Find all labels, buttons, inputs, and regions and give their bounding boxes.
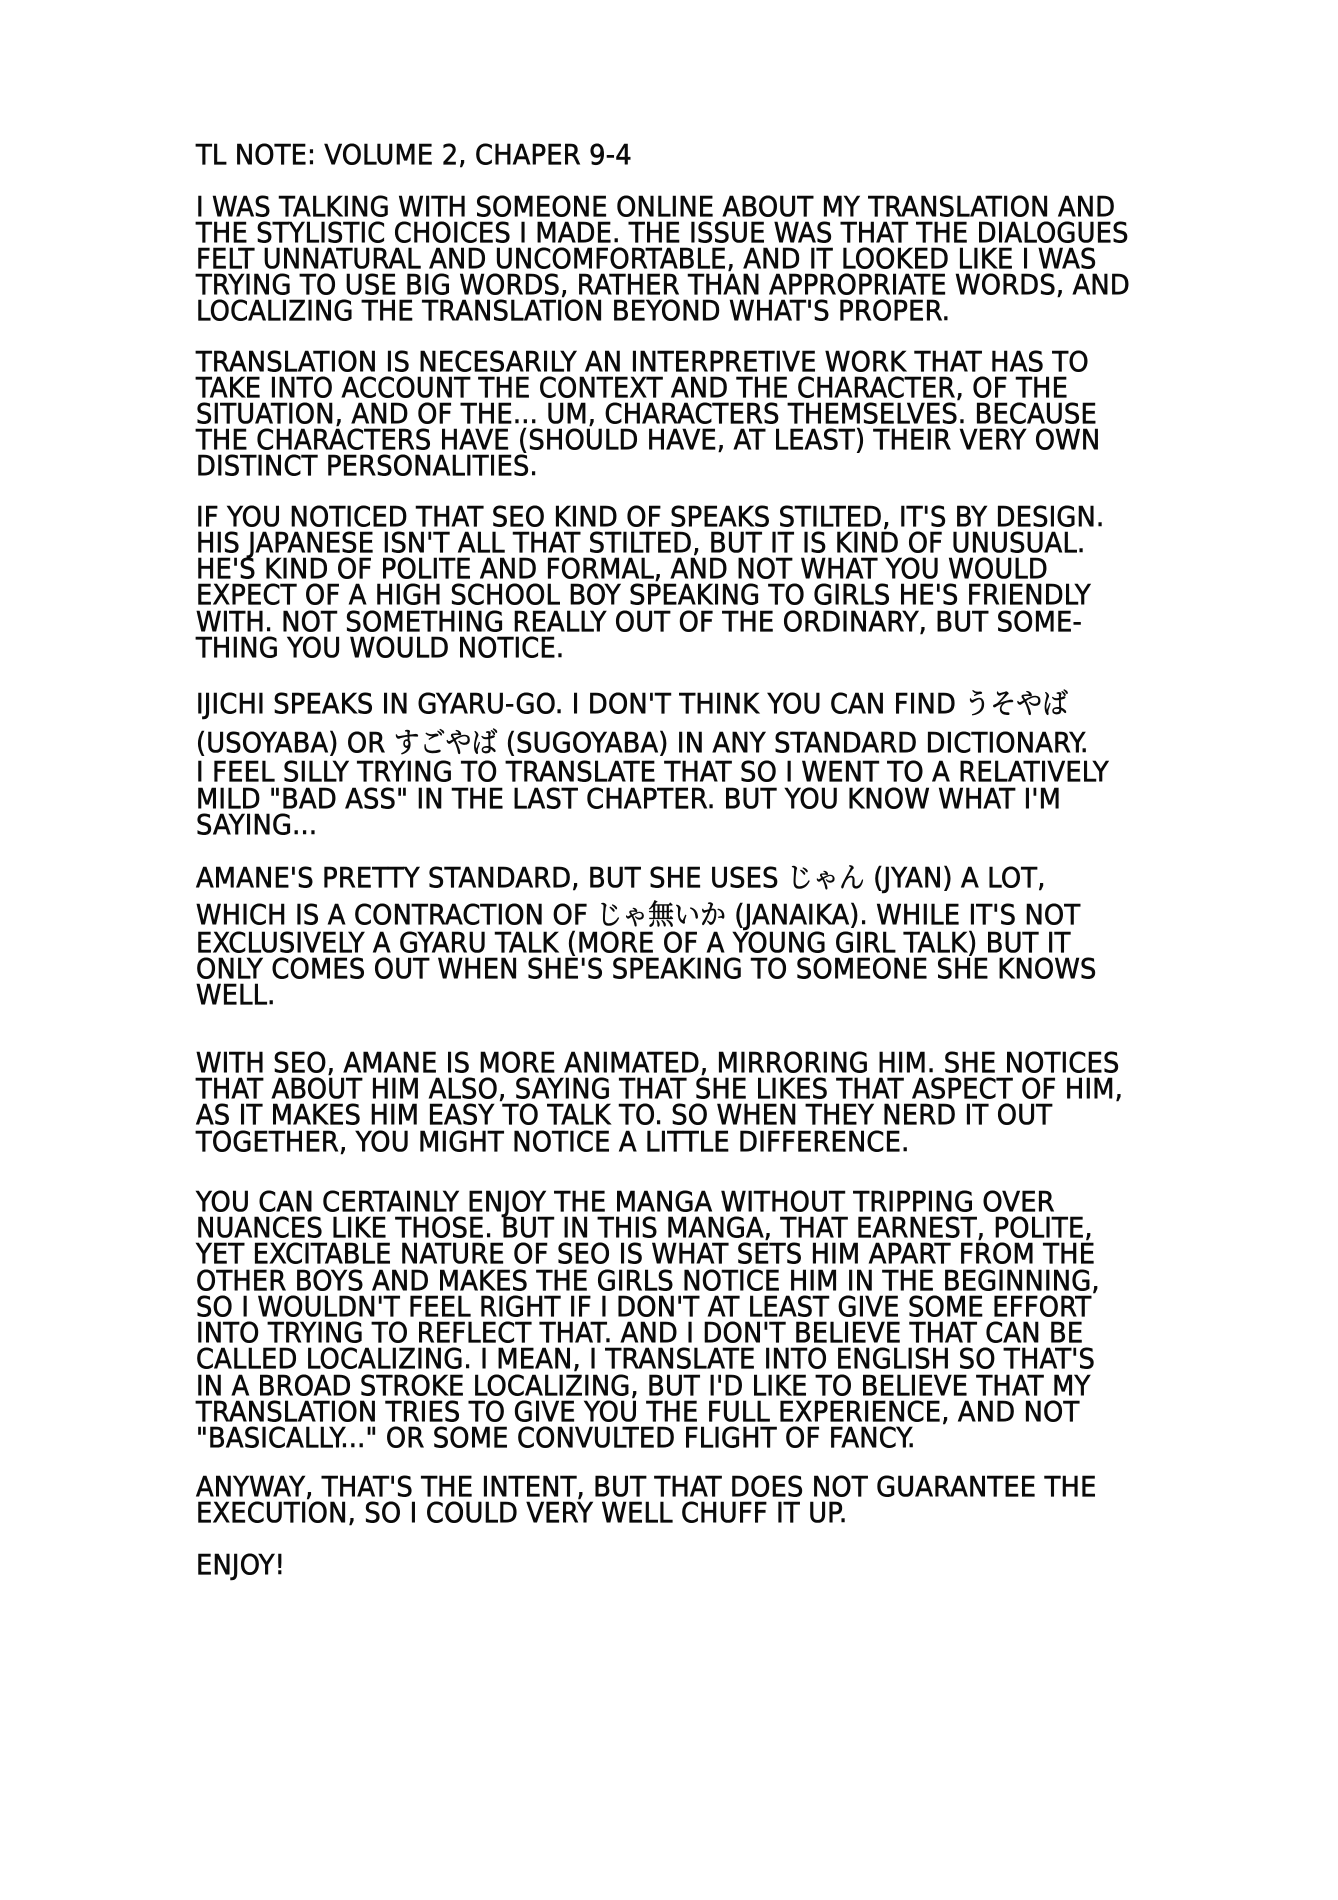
text-line: THE CHARACTERS HAVE (SHOULD HAVE, AT LEAST) THEIR VERY OWN: [196, 423, 1101, 456]
text-line: IN A BROAD STROKE LOCALIZING, BUT I'D LIKE TO BELIEVE THAT MY: [196, 1369, 1091, 1402]
text-line: AMANE'S PRETTY STANDARD, BUT SHE USES じゃん (JYAN) A LOT,: [196, 861, 1046, 894]
text-line: THING YOU WOULD NOTICE.: [196, 631, 565, 664]
text-line: THAT ABOUT HIM ALSO, SAYING THAT SHE LIKES THAT ASPECT OF HIM,: [196, 1072, 1124, 1105]
text-line: (USOYABA) OR すごやば (SUGOYABA) IN ANY STANDARD DICTIONARY.: [196, 726, 1089, 759]
text-line: WHICH IS A CONTRACTION OF じゃ無いか (JANAIKA). WHILE IT'S NOT: [196, 898, 1081, 931]
text-line: ONLY COMES OUT WHEN SHE'S SPEAKING TO SOMEONE SHE KNOWS: [196, 952, 1097, 985]
text-line: HE'S KIND OF POLITE AND FORMAL, AND NOT WHAT YOU WOULD: [196, 552, 1048, 585]
text-line: TRYING TO USE BIG WORDS, RATHER THAN APPROPRIATE WORDS, AND: [196, 268, 1130, 301]
text-line: YET EXCITABLE NATURE OF SEO IS WHAT SETS HIM APART FROM THE: [196, 1237, 1096, 1270]
text-line: AS IT MAKES HIM EASY TO TALK TO. SO WHEN THEY NERD IT OUT: [196, 1098, 1053, 1131]
text-line: WITH SEO, AMANE IS MORE ANIMATED, MIRRORING HIM. SHE NOTICES: [196, 1046, 1120, 1079]
text-line: YOU CAN CERTAINLY ENJOY THE MANGA WITHOUT TRIPPING OVER: [196, 1185, 1055, 1218]
text-line: IF YOU NOTICED THAT SEO KIND OF SPEAKS STILTED, IT'S BY DESIGN.: [196, 500, 1105, 533]
text-line: EXECUTION, SO I COULD VERY WELL CHUFF IT UP.: [196, 1496, 848, 1529]
text-line: TRANSLATION TRIES TO GIVE YOU THE FULL EXPERIENCE, AND NOT: [196, 1395, 1080, 1428]
text-line: DISTINCT PERSONALITIES.: [196, 449, 538, 482]
text-line: EXCLUSIVELY A GYARU TALK (MORE OF A YOUNG GIRL TALK) BUT IT: [196, 926, 1071, 959]
text-line: IJICHI SPEAKS IN GYARU-GO. I DON'T THINK YOU CAN FIND うそやば: [196, 687, 1069, 720]
text-line: TRANSLATION IS NECESARILY AN INTERPRETIVE WORK THAT HAS TO: [196, 345, 1089, 378]
text-line: SO I WOULDN'T FEEL RIGHT IF I DON'T AT LEAST GIVE SOME EFFORT: [196, 1290, 1092, 1323]
text-line: INTO TRYING TO REFLECT THAT. AND I DON'T BELIEVE THAT CAN BE: [196, 1316, 1084, 1349]
text-line: "BASICALLY..." OR SOME CONVULTED FLIGHT OF FANCY.: [196, 1421, 916, 1454]
closing-line: ENJOY!: [196, 1548, 286, 1581]
text-line: OTHER BOYS AND MAKES THE GIRLS NOTICE HIM IN THE BEGINNING,: [196, 1264, 1100, 1297]
text-line: WELL.: [196, 978, 276, 1011]
text-line: CALLED LOCALIZING. I MEAN, I TRANSLATE INTO ENGLISH SO THAT'S: [196, 1342, 1096, 1375]
text-line: THE STYLISTIC CHOICES I MADE. THE ISSUE WAS THAT THE DIALOGUES: [196, 216, 1129, 249]
text-line: I WAS TALKING WITH SOMEONE ONLINE ABOUT MY TRANSLATION AND: [196, 190, 1116, 223]
text-line: I FEEL SILLY TRYING TO TRANSLATE THAT SO I WENT TO A RELATIVELY: [196, 755, 1109, 788]
text-line: SITUATION, AND OF THE... UM, CHARACTERS THEMSELVES. BECAUSE: [196, 397, 1097, 430]
text-line: WITH. NOT SOMETHING REALLY OUT OF THE ORDINARY, BUT SOME-: [196, 605, 1082, 638]
text-line: TOGETHER, YOU MIGHT NOTICE A LITTLE DIFFERENCE.: [196, 1125, 910, 1158]
page-title: TL NOTE: VOLUME 2, CHAPER 9-4: [196, 138, 632, 171]
text-line: LOCALIZING THE TRANSLATION BEYOND WHAT'S PROPER.: [196, 294, 951, 327]
text-line: HIS JAPANESE ISN'T ALL THAT STILTED, BUT IT IS KIND OF UNUSUAL.: [196, 526, 1086, 559]
text-line: ANYWAY, THAT'S THE INTENT, BUT THAT DOES NOT GUARANTEE THE: [196, 1470, 1097, 1503]
text-line: NUANCES LIKE THOSE. BUT IN THIS MANGA, THAT EARNEST, POLITE,: [196, 1211, 1093, 1244]
text-line: FELT UNNATURAL AND UNCOMFORTABLE, AND IT LOOKED LIKE I WAS: [196, 242, 1097, 275]
text-line: SAYING...: [196, 808, 318, 841]
text-line: MILD "BAD ASS" IN THE LAST CHAPTER. BUT YOU KNOW WHAT I'M: [196, 782, 1062, 815]
text-line: TAKE INTO ACCOUNT THE CONTEXT AND THE CHARACTER, OF THE: [196, 371, 1069, 404]
text-line: EXPECT OF A HIGH SCHOOL BOY SPEAKING TO GIRLS HE'S FRIENDLY: [196, 578, 1091, 611]
